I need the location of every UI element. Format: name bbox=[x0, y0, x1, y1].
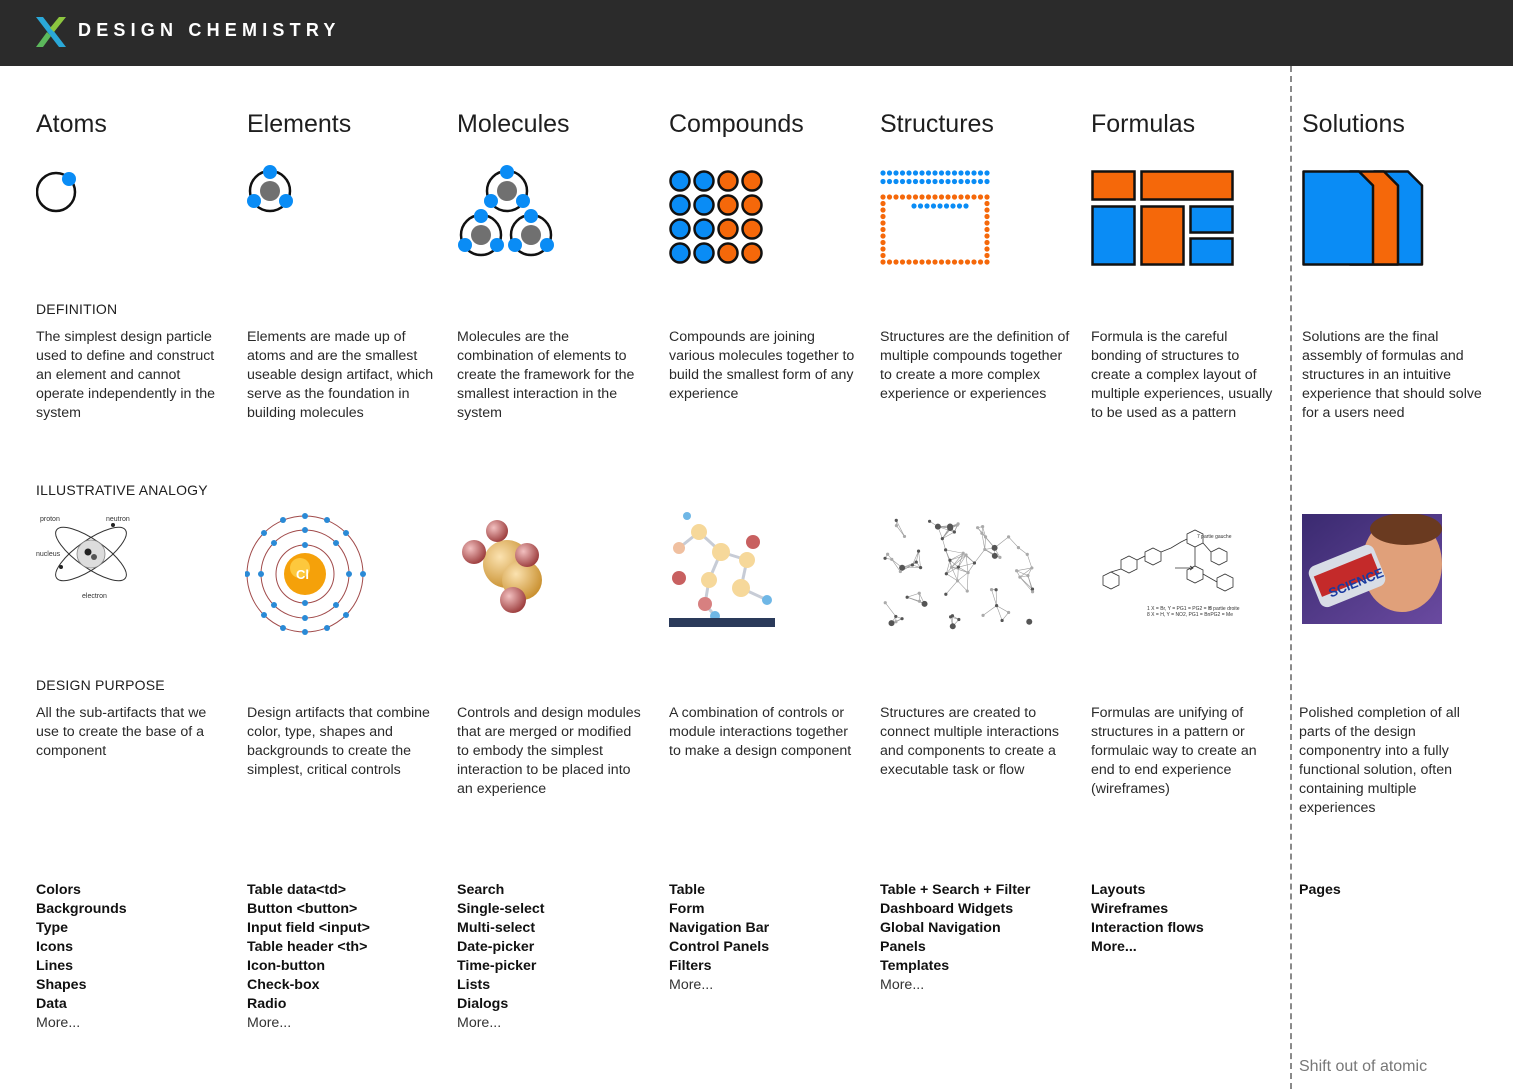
network-node bbox=[966, 589, 969, 592]
structure-dot bbox=[984, 214, 989, 219]
purpose-text: Design artifacts that combine color, type, shapes and backgrounds to create the simplest, critical controls bbox=[247, 705, 430, 778]
example-item: Form bbox=[669, 901, 705, 917]
chemical-formula-image bbox=[1091, 512, 1251, 622]
svg-text:8 X = H, Y = NO2, PG1 = BnPG2: 8 X = H, Y = NO2, PG1 = BnPG2 = Me bbox=[1147, 612, 1233, 618]
network-node bbox=[1026, 553, 1029, 556]
network-node bbox=[947, 523, 953, 529]
structure-dot bbox=[926, 170, 931, 175]
science-can-label: SCIENCE bbox=[1326, 564, 1386, 601]
examples-list bbox=[457, 881, 657, 1014]
column-title: Elements bbox=[247, 110, 352, 138]
network-node bbox=[966, 571, 969, 574]
example-item: Button <button> bbox=[247, 901, 358, 917]
structure-dot bbox=[957, 203, 962, 208]
structure-dot bbox=[952, 259, 957, 264]
example-item: Multi-select bbox=[457, 920, 536, 936]
header-bar bbox=[0, 0, 1513, 66]
structure-dot bbox=[880, 220, 885, 225]
structure-dot bbox=[918, 203, 923, 208]
structure-dot bbox=[958, 170, 963, 175]
network-node bbox=[894, 615, 897, 618]
network-node bbox=[899, 565, 905, 571]
structure-dot bbox=[984, 207, 989, 212]
example-item: Panels bbox=[880, 939, 926, 955]
network-node bbox=[900, 617, 903, 620]
structure-dot bbox=[945, 194, 950, 199]
example-item: More... bbox=[1091, 939, 1137, 955]
structure-dot bbox=[913, 179, 918, 184]
structure-dot bbox=[984, 240, 989, 245]
definition-text: The simplest design particle used to define and construct an element and cannot operate independently in the system bbox=[36, 329, 216, 421]
structure-dot bbox=[984, 246, 989, 251]
structure-dot bbox=[945, 179, 950, 184]
ball-stick-model-image bbox=[669, 512, 777, 628]
network-node bbox=[976, 526, 979, 529]
network-node bbox=[948, 559, 951, 562]
structure-dot bbox=[906, 194, 911, 199]
structure-dot bbox=[880, 201, 885, 206]
structure-dot bbox=[880, 194, 885, 199]
structure-dot bbox=[926, 179, 931, 184]
structure-dot bbox=[926, 194, 931, 199]
structure-dot bbox=[971, 194, 976, 199]
purpose-text: Polished completion of all parts of the design componentry into a fully functional solution, often containing multiple experiences bbox=[1299, 705, 1460, 816]
purpose-label: DESIGN PURPOSE bbox=[36, 677, 165, 693]
structure-dot bbox=[880, 246, 885, 251]
structure-dots-icon bbox=[880, 170, 992, 270]
structure-dot bbox=[924, 203, 929, 208]
example-item: Shapes bbox=[36, 977, 87, 993]
network-node bbox=[950, 623, 956, 629]
structure-dot bbox=[971, 179, 976, 184]
example-item: Dialogs bbox=[457, 996, 509, 1012]
structure-dot bbox=[893, 170, 898, 175]
structure-dot bbox=[984, 194, 989, 199]
column-title: Structures bbox=[880, 110, 994, 138]
analogy-label: ILLUSTRATIVE ANALOGY bbox=[36, 482, 208, 498]
structure-dot bbox=[880, 240, 885, 245]
network-node bbox=[981, 525, 984, 528]
example-item: Table header <th> bbox=[247, 939, 368, 955]
atom-diagram-image bbox=[36, 512, 136, 602]
structure-dot bbox=[911, 203, 916, 208]
examples-list bbox=[1091, 881, 1291, 957]
example-item: Check-box bbox=[247, 977, 320, 993]
structure-dot bbox=[913, 170, 918, 175]
network-node bbox=[1007, 535, 1010, 538]
neutron-label: neutron bbox=[106, 516, 130, 523]
structure-dot bbox=[978, 170, 983, 175]
structure-dot bbox=[926, 259, 931, 264]
proton-label: proton bbox=[40, 516, 60, 523]
chlorine-atom-image bbox=[245, 512, 369, 636]
example-item: Search bbox=[457, 882, 505, 898]
network-node bbox=[919, 566, 922, 569]
structure-dot bbox=[971, 170, 976, 175]
example-item: Table data<td> bbox=[247, 882, 347, 898]
structure-dot bbox=[937, 203, 942, 208]
nucleus-label: nucleus bbox=[36, 551, 61, 558]
network-node bbox=[998, 556, 1001, 559]
network-node bbox=[906, 596, 909, 599]
network-node bbox=[983, 548, 986, 551]
column-title: Compounds bbox=[669, 110, 804, 138]
svg-text:8 partie droite: 8 partie droite bbox=[1209, 606, 1240, 612]
network-node bbox=[903, 535, 906, 538]
svg-text:1 X = Br, Y = PG1 = PG2 = H: 1 X = Br, Y = PG1 = PG2 = H bbox=[1147, 606, 1212, 612]
example-item: Templates bbox=[880, 958, 950, 974]
example-item: Icons bbox=[36, 939, 74, 955]
network-node bbox=[1015, 569, 1018, 572]
structure-dot bbox=[939, 179, 944, 184]
network-node bbox=[1026, 619, 1032, 625]
network-node bbox=[889, 620, 895, 626]
network-node bbox=[990, 588, 993, 591]
structure-dot bbox=[893, 194, 898, 199]
purpose-text: All the sub-artifacts that we use to create the base of a component bbox=[36, 705, 207, 759]
network-node bbox=[883, 557, 886, 560]
network-node bbox=[944, 548, 947, 551]
network-node bbox=[1026, 574, 1029, 577]
compound-grid-icon bbox=[669, 170, 769, 270]
structure-dot bbox=[919, 170, 924, 175]
network-node bbox=[890, 558, 893, 561]
structure-dot bbox=[880, 170, 885, 175]
science-drink-photo bbox=[1302, 514, 1442, 624]
structure-dot bbox=[900, 259, 905, 264]
network-node bbox=[1018, 576, 1021, 579]
more-link[interactable]: More... bbox=[36, 1015, 81, 1031]
column-title: Formulas bbox=[1091, 110, 1196, 138]
examples-list bbox=[36, 881, 236, 1014]
network-node bbox=[899, 570, 902, 573]
structure-dot bbox=[984, 253, 989, 258]
x-logo-icon bbox=[36, 17, 66, 47]
structure-dot bbox=[945, 170, 950, 175]
examples-list bbox=[669, 881, 869, 976]
definition-text: Formula is the careful bonding of structures to create a complex layout of multiple experiences, usually to be used as a pattern bbox=[1091, 329, 1273, 421]
structure-dot bbox=[971, 259, 976, 264]
structure-dot bbox=[984, 201, 989, 206]
structure-dot bbox=[984, 220, 989, 225]
network-node bbox=[956, 524, 959, 527]
network-node bbox=[1017, 546, 1020, 549]
structure-dot bbox=[984, 179, 989, 184]
structure-dot bbox=[978, 259, 983, 264]
purpose-text: Controls and design modules that are merged or modified to embody the simplest interaction to be placed into an experience bbox=[457, 705, 641, 797]
example-item: Dashboard Widgets bbox=[880, 901, 1014, 917]
network-node bbox=[1031, 590, 1034, 593]
structure-dot bbox=[880, 253, 885, 258]
structure-dot bbox=[919, 194, 924, 199]
network-node bbox=[928, 520, 931, 523]
molecule-icon bbox=[457, 164, 557, 259]
more-link[interactable]: More... bbox=[880, 977, 925, 993]
structure-dot bbox=[932, 170, 937, 175]
structure-dot bbox=[887, 194, 892, 199]
network-node bbox=[980, 532, 983, 535]
structure-dot bbox=[945, 259, 950, 264]
structure-dot bbox=[931, 203, 936, 208]
structure-dot bbox=[952, 170, 957, 175]
example-item: Table + Search + Filter bbox=[880, 882, 1031, 898]
network-node bbox=[953, 530, 956, 533]
definition-label: DEFINITION bbox=[36, 301, 118, 317]
svg-text:7 partie gauche: 7 partie gauche bbox=[1197, 534, 1232, 540]
column-title: Solutions bbox=[1302, 110, 1405, 138]
network-node bbox=[973, 561, 976, 564]
example-item: Table bbox=[669, 882, 706, 898]
network-node bbox=[962, 552, 965, 555]
network-node bbox=[949, 615, 952, 618]
network-node bbox=[884, 601, 887, 604]
structure-dot bbox=[880, 179, 885, 184]
structure-dot bbox=[944, 203, 949, 208]
network-node bbox=[981, 614, 984, 617]
more-link[interactable]: More... bbox=[247, 1015, 292, 1031]
structure-dot bbox=[939, 170, 944, 175]
structure-dot bbox=[984, 259, 989, 264]
example-item: Backgrounds bbox=[36, 901, 127, 917]
example-item: Date-picker bbox=[457, 939, 535, 955]
network-node bbox=[992, 545, 998, 551]
structure-dot bbox=[906, 259, 911, 264]
network-node bbox=[1000, 619, 1003, 622]
network-node bbox=[984, 535, 987, 538]
network-node bbox=[935, 524, 941, 530]
network-node bbox=[957, 618, 960, 621]
structure-dot bbox=[932, 259, 937, 264]
solution-pages-icon bbox=[1302, 170, 1427, 270]
network-node bbox=[945, 572, 948, 575]
structure-dot bbox=[984, 227, 989, 232]
network-graph-image bbox=[880, 512, 1038, 636]
network-node bbox=[895, 524, 898, 527]
definition-text: Compounds are joining various molecules together to build the smallest form of any experience bbox=[669, 329, 855, 402]
network-node bbox=[995, 588, 998, 591]
formula-layout-icon bbox=[1091, 170, 1236, 270]
purpose-text: Formulas are unifying of structures in a pattern or formulaic way to create an end to end experience (wireframes) bbox=[1091, 705, 1257, 797]
structure-dot bbox=[984, 170, 989, 175]
more-link[interactable]: More... bbox=[669, 977, 714, 993]
more-link[interactable]: More... bbox=[457, 1015, 502, 1031]
column-title: Atoms bbox=[36, 110, 107, 138]
network-node bbox=[957, 566, 960, 569]
example-item: Wireframes bbox=[1091, 901, 1169, 917]
structure-dot bbox=[932, 179, 937, 184]
network-node bbox=[922, 601, 928, 607]
structure-dot bbox=[952, 179, 957, 184]
example-item: Lists bbox=[457, 977, 491, 993]
atom-icon bbox=[36, 166, 96, 226]
structure-dot bbox=[932, 194, 937, 199]
brand-title: DESIGN CHEMISTRY bbox=[78, 20, 341, 40]
structure-dot bbox=[900, 194, 905, 199]
example-item: Navigation Bar bbox=[669, 920, 770, 936]
network-node bbox=[918, 600, 921, 603]
network-node bbox=[992, 553, 998, 559]
structure-dot bbox=[906, 179, 911, 184]
structure-dot bbox=[965, 194, 970, 199]
example-item: Time-picker bbox=[457, 958, 537, 974]
structure-dot bbox=[963, 203, 968, 208]
definition-text: Molecules are the combination of elements to create the framework for the smallest interaction in the system bbox=[457, 329, 635, 421]
network-node bbox=[894, 620, 897, 623]
structure-dot bbox=[919, 259, 924, 264]
structure-dot bbox=[913, 259, 918, 264]
chlorine-label: Cl bbox=[296, 567, 309, 582]
example-item: Data bbox=[36, 996, 67, 1012]
purpose-text: Structures are created to connect multiple interactions and components to create a executable task or flow bbox=[880, 705, 1060, 778]
structure-dot bbox=[965, 179, 970, 184]
structure-dot bbox=[965, 170, 970, 175]
example-item: Pages bbox=[1299, 882, 1341, 898]
examples-list bbox=[247, 881, 447, 1014]
purpose-text: A combination of controls or module interactions together to make a design component bbox=[669, 705, 852, 759]
network-node bbox=[964, 553, 967, 556]
examples-list bbox=[1299, 881, 1499, 900]
structure-dot bbox=[958, 179, 963, 184]
network-node bbox=[886, 553, 889, 556]
network-node bbox=[915, 560, 918, 563]
definition-text: Elements are made up of atoms and are the smallest useable design artifact, which serve as the foundation in building molecules bbox=[247, 329, 434, 421]
network-node bbox=[895, 519, 898, 522]
structure-dot bbox=[978, 194, 983, 199]
structure-dot bbox=[900, 179, 905, 184]
structure-dot bbox=[893, 179, 898, 184]
definition-text: Solutions are the final assembly of formulas and structures in an intuitive experience that should solve for a users need bbox=[1302, 329, 1482, 421]
network-node bbox=[956, 579, 959, 582]
structure-dot bbox=[900, 170, 905, 175]
structure-dot bbox=[893, 259, 898, 264]
example-item: Filters bbox=[669, 958, 712, 974]
structure-dot bbox=[880, 259, 885, 264]
structure-dot bbox=[939, 194, 944, 199]
network-node bbox=[941, 537, 944, 540]
example-item: Colors bbox=[36, 882, 81, 898]
example-item: Icon-button bbox=[247, 958, 326, 974]
structure-dot bbox=[950, 203, 955, 208]
structure-dot bbox=[887, 179, 892, 184]
electron-label: electron bbox=[82, 593, 107, 600]
examples-list bbox=[880, 881, 1080, 976]
column-title: Molecules bbox=[457, 110, 570, 138]
atomic-shift-note: Shift out of atomic bbox=[1299, 1058, 1428, 1075]
network-node bbox=[1030, 566, 1033, 569]
structure-dot bbox=[952, 194, 957, 199]
structure-dot bbox=[906, 170, 911, 175]
structure-dot bbox=[887, 259, 892, 264]
structure-dot bbox=[958, 259, 963, 264]
network-node bbox=[918, 592, 921, 595]
structure-dot bbox=[939, 259, 944, 264]
structure-dot bbox=[880, 233, 885, 238]
structure-dot bbox=[880, 227, 885, 232]
definition-text: Structures are the definition of multiple compounds together to create a more complex experience or experiences bbox=[880, 329, 1070, 402]
network-node bbox=[917, 550, 920, 553]
example-item: Type bbox=[36, 920, 69, 936]
structure-dot bbox=[887, 170, 892, 175]
structure-dot bbox=[880, 214, 885, 219]
network-node bbox=[944, 593, 947, 596]
example-item: Input field <input> bbox=[247, 920, 370, 936]
example-item: Radio bbox=[247, 996, 287, 1012]
element-icon bbox=[247, 164, 307, 224]
molecule-model-image bbox=[457, 512, 567, 622]
network-node bbox=[911, 563, 914, 566]
structure-dot bbox=[913, 194, 918, 199]
example-item: Control Panels bbox=[669, 939, 770, 955]
example-item: Single-select bbox=[457, 901, 545, 917]
example-item: Lines bbox=[36, 958, 74, 974]
example-item: Interaction flows bbox=[1091, 920, 1204, 936]
example-item: Global Navigation bbox=[880, 920, 1001, 936]
structure-dot bbox=[984, 233, 989, 238]
structure-dot bbox=[965, 259, 970, 264]
example-item: Layouts bbox=[1091, 882, 1146, 898]
structure-dot bbox=[919, 179, 924, 184]
structure-dot bbox=[880, 207, 885, 212]
structure-dot bbox=[958, 194, 963, 199]
network-node bbox=[950, 566, 953, 569]
network-node bbox=[995, 604, 998, 607]
network-node bbox=[1007, 611, 1010, 614]
structure-dot bbox=[978, 179, 983, 184]
